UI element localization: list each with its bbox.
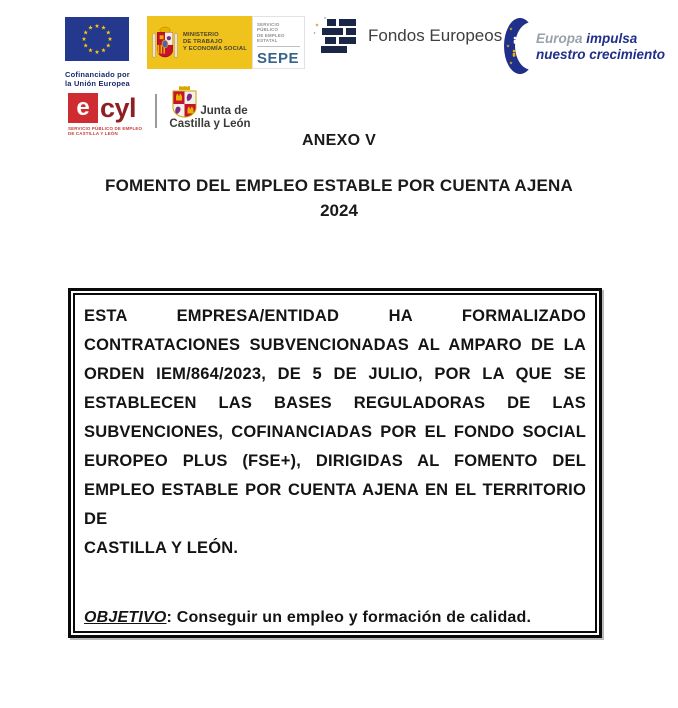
sepe-block [252, 16, 305, 69]
ministry-line2: DE TRABAJO [183, 39, 223, 45]
main-title: FOMENTO DEL EMPLEO ESTABLE POR CUENTA AJENA [105, 176, 573, 195]
notice-line: SUBVENCIONES, COFINANCIADAS POR EL FONDO SOCIAL [84, 423, 586, 441]
eu-cofinance-caption [65, 70, 141, 88]
fondos-europeos-logo [312, 15, 502, 57]
junta-line2: Castilla y León [169, 118, 251, 130]
sepe-small-line1: SERVICIO PÚBLICO [257, 22, 280, 33]
annex-title: ANEXO V [301, 132, 377, 149]
ministry-line1: MINISTERIO [183, 32, 219, 38]
ministry-block [147, 16, 252, 69]
ecyl-wordmark [68, 93, 154, 123]
fondos-europeos-label: Fondos Europeos [368, 26, 503, 45]
notice-line: ORDEN IEM/864/2023, DE 5 DE JULIO, POR LA QUE SE [84, 365, 586, 383]
europa-impulsa-line1 [536, 31, 665, 47]
objective-text: : Conseguir un empleo y formación de calidad. [166, 609, 532, 626]
ecyl-rest-letters: cyl [100, 93, 137, 123]
ministry-name [183, 32, 247, 53]
castilla-leon-shield-icon [172, 86, 197, 118]
europa-crescent-icon [504, 18, 531, 74]
ecyl-small-line2: DE CASTILLA Y LEÓN [68, 131, 118, 137]
eu-cofinance-logo [65, 17, 141, 88]
europa-impulsa-line2: nuestro crecimiento [536, 47, 666, 62]
logo-divider [155, 94, 157, 128]
notice-line: ESTA EMPRESA/ENTIDAD HA FORMALIZADO [84, 307, 586, 325]
ministry-line3: Y ECONOMÍA SOCIAL [183, 46, 247, 52]
sepe-acronym: SEPE [257, 49, 300, 67]
junta-top-row [162, 86, 258, 118]
eu-caption-line2: la Unión Europea [65, 79, 130, 88]
notice-line: ESTABLECEN LAS BASES REGULADORAS DE LAS [84, 394, 586, 412]
notice-box [68, 288, 602, 638]
ecyl-e-square-icon [68, 93, 98, 123]
sepe-small-text [257, 22, 300, 47]
junta-castilla-leon-logo [162, 86, 258, 130]
objective-line [84, 609, 586, 627]
europa-word: Europa [536, 31, 583, 46]
notice-paragraph [84, 302, 586, 563]
eu-bars-flag-icon [312, 15, 358, 57]
ecyl-small-line1: SERVICIO PÚBLICO DE EMPLEO [68, 126, 143, 131]
year-title: 2024 [320, 201, 358, 220]
sepe-small-line2: DE EMPLEO ESTATAL [257, 32, 285, 44]
ministry-sepe-logo [147, 16, 305, 69]
notice-line: EUROPEO PLUS (FSE+), DIRIGIDAS AL FOMENTO DEL [84, 452, 586, 470]
eu-flag-icon [65, 17, 129, 61]
spain-coat-of-arms-icon [152, 22, 178, 64]
europa-impulsa-logo [504, 18, 665, 74]
ecyl-logo [68, 93, 154, 137]
europa-impulsa-text [536, 18, 665, 74]
junta-line1: Junta de [200, 105, 248, 117]
impulsa-word: impulsa [586, 31, 638, 46]
ecyl-letter: e [76, 94, 90, 121]
notice-line: CASTILLA Y LEÓN. [84, 539, 239, 557]
objective-label: OBJETIVO [84, 609, 167, 626]
notice-line: EMPLEO ESTABLE POR CUENTA AJENA EN EL TERRITORIO DE [84, 481, 586, 528]
notice-box-inner [73, 293, 597, 633]
notice-line: CONTRATACIONES SUBVENCIONADAS AL AMPARO DE LA [84, 336, 586, 354]
eu-caption-line1: Cofinanciado por [65, 70, 130, 79]
